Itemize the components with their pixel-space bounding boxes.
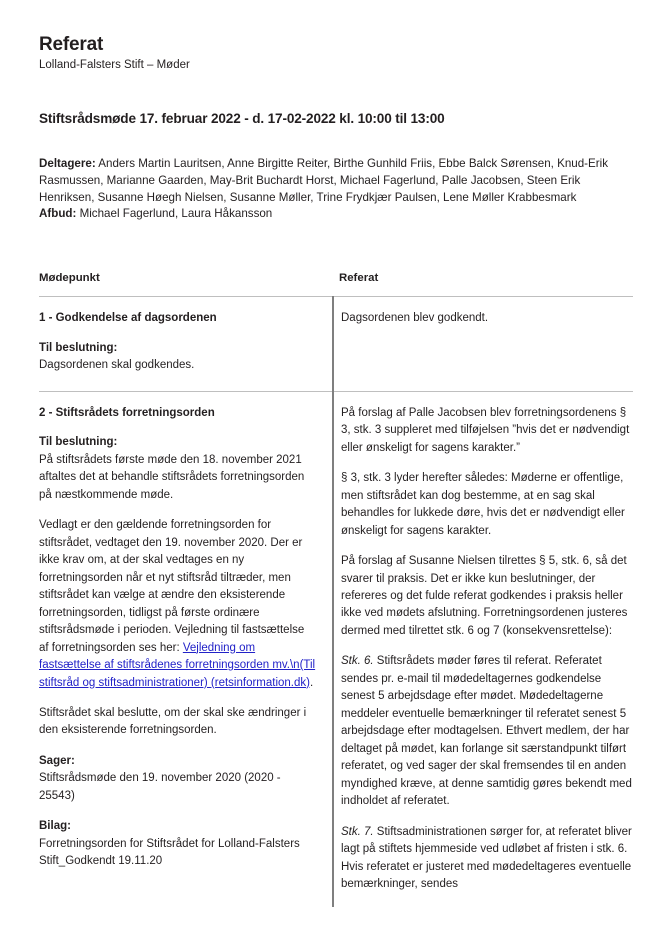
absent-names: Michael Fagerlund, Laura Håkansson — [76, 207, 273, 221]
stk7-label: Stk. 7. — [341, 825, 374, 838]
agenda-item-title: 2 - Stiftsrådets forretningsorden — [39, 406, 215, 419]
decision-label: Til beslutning: — [39, 436, 118, 449]
agenda-item-paragraph — [39, 517, 316, 692]
table-body — [39, 297, 633, 908]
column-header-minutes: Referat — [339, 272, 379, 285]
table-head — [39, 272, 633, 297]
agenda-item-decision — [39, 434, 316, 504]
paragraph-text-after-link: . — [309, 676, 314, 689]
agenda-item-title: 1 - Godkendelse af dagsordenen — [39, 312, 217, 325]
agenda-attachment-block — [39, 818, 316, 870]
attachment-text: Forretningsorden for Stiftsrådet for Lolland-Falsters Stift_Godkendt 19.11.20 — [39, 837, 300, 868]
minutes-paragraph-stk7 — [341, 824, 633, 894]
minutes-cell — [333, 391, 633, 907]
agenda-cases-block — [39, 753, 316, 805]
cases-label: Sager: — [39, 754, 75, 767]
paragraph-text-before-link: Vedlagt er den gældende forretningsorden for stiftsrådet, vedtaget den 19. november 2020. Der er ikke krav om, at der skal vedtages en ny forretningsorden når et nyt stiftsråd tiltræder, men stiftsrådet kan vælge at ændre den eksisterende forretningsorden, tidligst på første ordinære stiftsrådsmøde i perioden. Vejledning til fastsættelse af forretningsorden ses her: — [39, 519, 305, 654]
agenda-item-paragraph: Stiftsrådet skal beslutte, om der skal ske ændringer i den eksisterende forretningsorden. — [39, 706, 307, 737]
decision-text: På stiftsrådets første møde den 18. november 2021 aftaltes det at behandle stiftsrådets forretningsorden på næstkommende møde. — [39, 453, 305, 501]
meeting-title: Stiftsrådsmøde 17. februar 2022 - d. 17-02-2022 kl. 10:00 til 13:00 — [39, 110, 445, 126]
decision-text: Dagsordenen skal godkendes. — [39, 359, 195, 372]
attachment-label: Bilag: — [39, 820, 71, 833]
minutes-cell — [333, 297, 633, 392]
cases-text: Stiftsrådsmøde den 19. november 2020 (2020 - 25543) — [39, 772, 281, 802]
page-title: Referat — [39, 34, 104, 55]
minutes-paragraph: På forslag af Susanne Nielsen tilrettes § 5, stk. 6, så det svarer til praksis. Det er ikke kun beslutninger, der refereres og det fulde referat godkendes i praksis heller ikke ved mødets afslutning. Forretningsordenen justeres dermed med tilrettet stk. 6 og 7 (konsekvensrettelse): — [341, 555, 628, 637]
absent-line — [39, 206, 633, 223]
guidance-link[interactable]: Vejledning om fastsættelse af stiftsrådenes forretningsorden mv.\n(Til stiftsråd og stiftsadministrationer) (retsinformation.dk) — [39, 641, 316, 689]
table-header-row — [39, 272, 633, 297]
participants-label: Deltagere: — [39, 156, 96, 170]
attendees-block — [39, 127, 633, 223]
agenda-cell — [39, 391, 333, 907]
agenda-cell — [39, 297, 333, 392]
minutes-paragraph: På forslag af Palle Jacobsen blev forretningsordenens § 3, stk. 3 suppleret med tilføjelsen ”hvis det er nødvendigt eller ønskeligt for sagens karakter.” — [341, 406, 630, 454]
decision-label: Til beslutning: — [39, 341, 118, 354]
page-subtitle: Lolland-Falsters Stift – Møder — [39, 58, 190, 71]
column-header-agenda: Mødepunkt — [39, 272, 100, 285]
minutes-paragraph: § 3, stk. 3 lyder herefter således: Møderne er offentlige, men stiftsrådet kan dog bestemme, at en sag skal behandles for lukkede døre, hvis det er nødvendigt eller ønskeligt for sagens karakter. — [341, 472, 625, 537]
minutes-paragraph-stk6 — [341, 653, 633, 810]
agenda-item-body — [39, 340, 316, 375]
table-row — [39, 391, 633, 907]
participants-names: Anders Martin Lauritsen, Anne Birgitte Reiter, Birthe Gunhild Friis, Ebbe Balck Sørensen, Knud-Erik Rasmussen, Marianne Gaarden, May-Brit Buchardt Horst, Michael Fagerlund, Palle Jacobsen, Steen Erik Henriksen, Susanne Høegh Nielsen, Susanne Møller, Trine Frydkjær Paulsen, Lene Møller Krabbesmark — [39, 156, 609, 204]
stk6-text: Stiftsrådets møder føres til referat. Referatet sendes pr. e-mail til mødedeltagernes godkendelse senest 5 arbejdsdage efter mødet. Mødedeltagerne meddeler eventuelle bemærkninger til referatet senest 5 arbejdsdage efter modtagelsen. Ethvert medlem, der har deltaget på mødet, kan forlange sit særstandpunkt tilført referatet, og ved sager der skal fremsendes til en anden myndighed kræve, at denne samtidig gøres bekendt med indholdet af referatet. — [341, 655, 632, 808]
table-row — [39, 297, 633, 392]
absent-label: Afbud: — [39, 207, 77, 221]
stk6-label: Stk. 6. — [341, 655, 374, 668]
minutes-paragraph: Dagsordenen blev godkendt. — [341, 312, 489, 325]
stk7-text: Stiftsadministrationen sørger for, at referatet bliver lagt på stiftets hjemmeside ved udløbet af fristen i stk. 6. Hvis referatet er justeret med mødedeltageres eventuelle bemærkninger, sendes — [341, 825, 632, 890]
agenda-table — [39, 272, 633, 907]
participants-line — [39, 156, 633, 206]
